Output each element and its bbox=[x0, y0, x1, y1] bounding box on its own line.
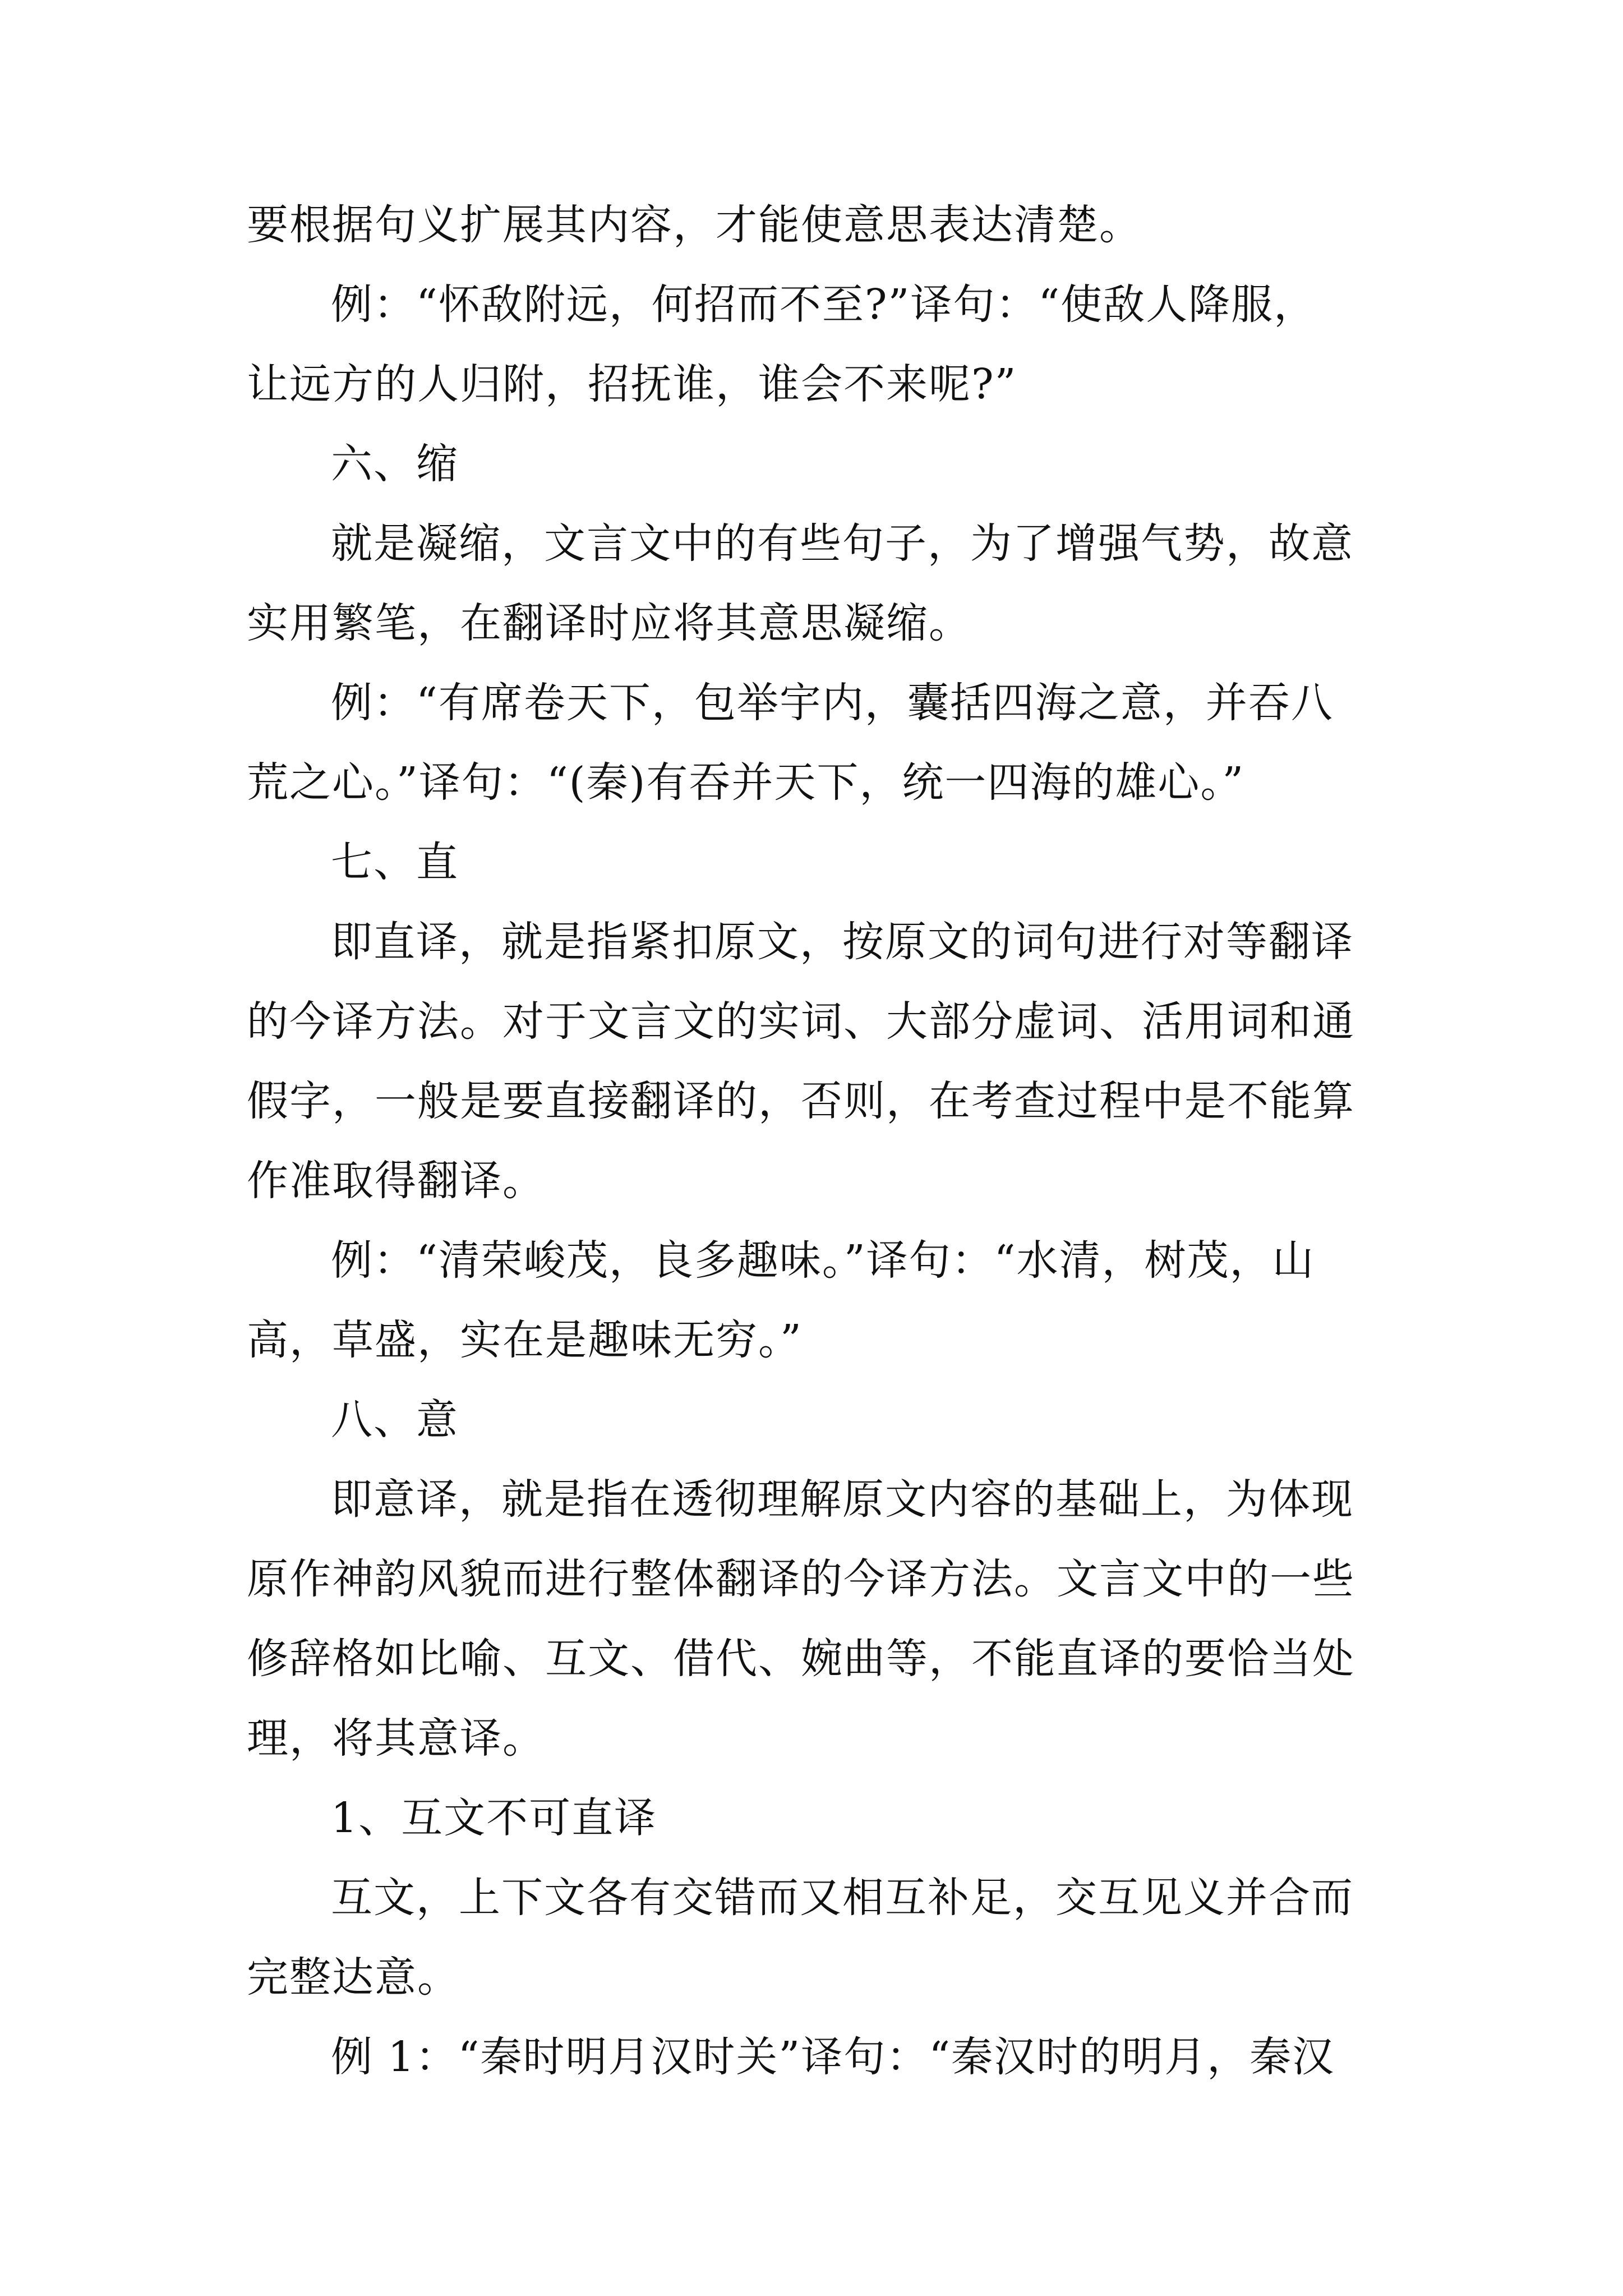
section-heading: 七、直 bbox=[331, 838, 459, 886]
text-line: 例：“怀敌附远，何招而不至?”译句：“使敌人降服， bbox=[331, 280, 1317, 329]
text-line: 就是凝缩，文言文中的有些句子，为了增强气势，故意 bbox=[331, 519, 1354, 568]
document-body bbox=[247, 185, 1391, 2097]
text-line: 互文，上下文各有交错而又相互补足，交互见义并合而 bbox=[331, 1874, 1354, 1922]
text-line: 假字，一般是要直接翻译的，否则，在考查过程中是不能算 bbox=[247, 1077, 1355, 1125]
text-line: 理，将其意译。 bbox=[247, 1714, 545, 1763]
text-line: 实用繁笔，在翻译时应将其意思凝缩。 bbox=[247, 599, 971, 647]
text-line: 完整达意。 bbox=[247, 1953, 460, 2001]
text-line: 即直译，就是指紧扣原文，按原文的词句进行对等翻译 bbox=[331, 918, 1354, 966]
text-line: 例：“清荣峻茂，良多趣味。”译句：“水清，树茂，山 bbox=[331, 1236, 1315, 1285]
text-line: 作准取得翻译。 bbox=[247, 1157, 545, 1205]
text-line: 荒之心。”译句：“(秦)有吞并天下，统一四海的雄心。” bbox=[247, 758, 1245, 807]
text-line: 修辞格如比喻、互文、借代、婉曲等，不能直译的要恰当处 bbox=[247, 1635, 1355, 1683]
text-line: 高，草盛，实在是趣味无穷。” bbox=[247, 1316, 803, 1364]
text-line: 例：“有席卷天下，包举宇内，囊括四海之意，并吞八 bbox=[331, 679, 1334, 727]
text-line: 例 1：“秦时明月汉时关”译句：“秦汉时的明月，秦汉 bbox=[331, 2033, 1335, 2081]
subsection-heading: 1、互文不可直译 bbox=[331, 1794, 657, 1842]
section-heading: 八、意 bbox=[331, 1396, 459, 1444]
section-heading: 六、缩 bbox=[331, 440, 459, 488]
text-line: 要根据句义扩展其内容，才能使意思表达清楚。 bbox=[247, 201, 1142, 249]
text-line: 即意译，就是指在透彻理解原文内容的基础上，为体现 bbox=[331, 1475, 1354, 1524]
text-line: 原作神韵风貌而进行整体翻译的今译方法。文言文中的一些 bbox=[247, 1555, 1355, 1603]
text-line: 让远方的人归附，招抚谁，谁会不来呢?” bbox=[247, 360, 1017, 408]
text-line: 的今译方法。对于文言文的实词、大部分虚词、活用词和通 bbox=[247, 997, 1355, 1046]
